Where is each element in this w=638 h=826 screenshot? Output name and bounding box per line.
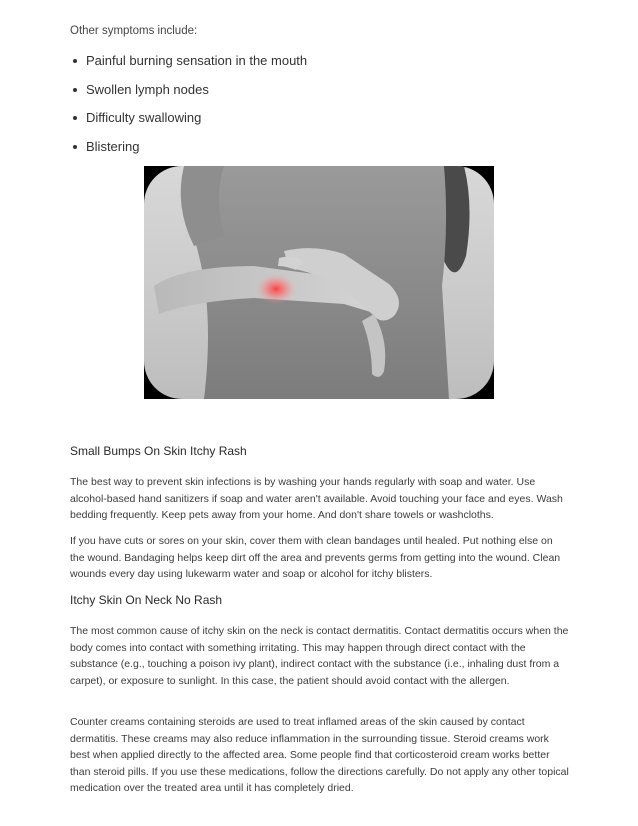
list-item-label: Painful burning sensation in the mouth (86, 53, 308, 68)
bullet-icon (73, 59, 77, 63)
list-item-label: Difficulty swallowing (86, 110, 202, 125)
paragraph-steroid-creams: Counter creams containing steroids are used to treat inflamed areas of the skin caused by contact dermatitis. These creams may also reduce inflammation in the surrounding tissue. Steroid creams work best when applied directly to the affected area. Some people find that corticosteroid cream works better than steroid pills. If you use these medications, follow the directions carefully. Do not apply any other topical medication over the treated area until it has completely dried. (70, 716, 569, 795)
article-photo (144, 166, 494, 399)
rash-highlight (256, 274, 296, 304)
list-item (70, 79, 307, 108)
sleeve-shape (181, 166, 224, 246)
paragraph-wound-care: If you have cuts or sores on your skin, cover them with clean bandages until healed. Put nothing else on the wound. Bandaging helps keep dirt off the area and prevents germs from getting into the wound. Clean wounds every day using lukewarm water and soap or alcohol for itchy blisters. (70, 535, 561, 581)
list-item-label: Swollen lymph nodes (86, 81, 209, 97)
bullet-icon (73, 116, 77, 120)
paragraph-contact-dermatitis: The most common cause of itchy skin on the neck is contact dermatitis. Contact dermatitis occurs when the body comes into contact with something irritating. This may happen through direct contact with the substance (e.g., touching a poison ivy plant), indirect contact with the substance (i.e., inhaling dust from a carpet), or exposure to sunlight. In this case, the patient should avoid contact with the allergen. (70, 625, 569, 687)
bullet-icon (73, 145, 77, 149)
paragraph-prevention: The best way to prevent skin infections is by washing your hands regularly with soap and water. Use alcohol-based hand sanitizers if soap and water aren't available. Avoid touching your face and eyes. Wash bedding frequently. Keep pets away from your home. And don't share towels or washcloths. (70, 476, 563, 522)
symptom-list (70, 50, 307, 164)
photo-woman-scratching-arm (144, 166, 494, 399)
list-item (70, 50, 307, 79)
section-heading-itchy-neck: Itchy Skin On Neck No Rash (70, 593, 223, 607)
list-item (70, 136, 307, 165)
bullet-icon (73, 88, 77, 92)
section-heading-small-bumps: Small Bumps On Skin Itchy Rash (70, 444, 247, 458)
photo-illustration (144, 166, 494, 399)
list-item (70, 107, 307, 136)
list-item-label: Blistering (86, 138, 140, 154)
intro-text: Other symptoms include: (70, 25, 198, 37)
